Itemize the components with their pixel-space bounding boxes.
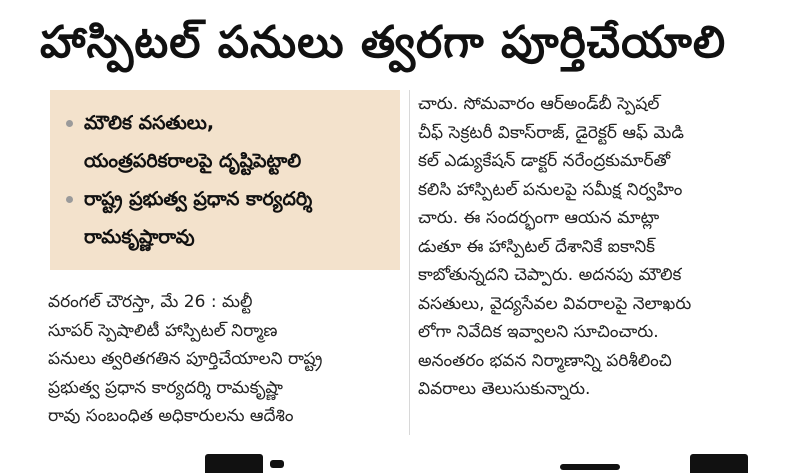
article-line: వరంగల్ చౌరస్తా, మే 26 : మల్టీ xyxy=(48,292,253,312)
cropped-next-headline xyxy=(0,452,800,473)
cropped-glyph xyxy=(690,454,748,473)
article-column-right xyxy=(418,90,790,404)
highlight-box xyxy=(50,90,400,270)
bullet-icon xyxy=(66,120,73,127)
article-line: చీఫ్ సెక్రటరీ వికాస్‌రాజ్, డైరెక్టర్ ఆఫ్ మెడి xyxy=(418,122,684,143)
article-line: వివరాలు తెలుసుకున్నారు. xyxy=(418,379,591,399)
highlight-line: యంత్రపరికరాలపై దృష్టిపెట్టాలి xyxy=(84,150,302,172)
article-line: కల్ ఎడ్యుకేషన్ డాక్టర్ నరేంద్రకుమార్‌తో xyxy=(418,151,671,171)
article-line: పనులు త్వరితగతిన పూర్తిచేయాలని రాష్ట్ర xyxy=(48,349,323,369)
article-line: కలిసి హాస్పిటల్ పనులపై సమీక్ష నిర్వహిం xyxy=(418,179,683,200)
column-divider xyxy=(409,90,410,435)
article-line: లోగా నివేదిక ఇవ్వాలని సూచించారు. xyxy=(418,322,659,342)
highlight-item xyxy=(50,180,400,256)
bullet-icon xyxy=(66,196,73,203)
article-line: కాబోతున్నదని చెప్పారు. అదనపు మౌలిక xyxy=(418,265,682,285)
article-line: డుతూ ఈ హాస్పిటల్ దేశానికే ఐకానిక్ xyxy=(418,236,656,257)
article-line: వసతులు, వైద్యసేవల వివరాలపై నెలాఖరు xyxy=(418,293,692,314)
highlight-line: రామకృష్ణారావు xyxy=(84,226,195,248)
highlight-line: మౌలిక వసతులు, xyxy=(84,112,215,134)
article-line: ప్రభుత్వ ప్రధాన కార్యదర్శి రామకృష్ణా xyxy=(48,377,283,398)
article-line: అనంతరం భవన నిర్మాణాన్ని పరిశీలించి xyxy=(418,350,672,371)
article-line: చారు. ఈ సందర్భంగా ఆయన మాట్లా xyxy=(418,208,660,228)
article-column-left xyxy=(48,288,403,431)
highlight-item xyxy=(50,104,400,180)
article-line: సూపర్ స్పెషాలిటీ హాస్పిటల్ నిర్మాణ xyxy=(48,320,278,341)
headline: హాస్పిటల్ పనులు త్వరగా పూర్తిచేయాలి xyxy=(40,17,727,68)
highlight-line: రాష్ట్ర ప్రభుత్వ ప్రధాన కార్యదర్శి xyxy=(84,188,313,210)
article-line: చారు. సోమవారం ఆర్అండ్‌బీ స్పెషల్ xyxy=(418,94,660,114)
article-line: రావు సంబంధిత అధికారులను ఆదేశిం xyxy=(48,406,294,426)
cropped-glyph xyxy=(270,460,284,468)
cropped-glyph xyxy=(560,464,620,470)
highlight-list xyxy=(50,90,400,256)
cropped-glyph xyxy=(205,454,263,473)
